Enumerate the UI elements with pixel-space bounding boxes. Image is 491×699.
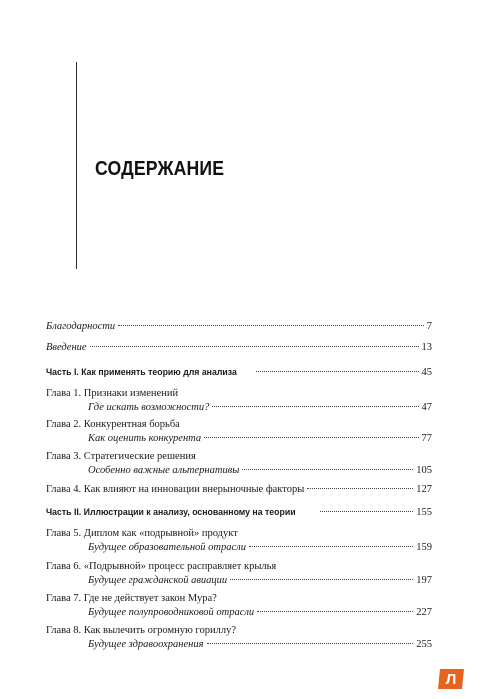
leader-dots: [257, 610, 413, 612]
toc-chapter-1-subtitle: Где искать возможности? 47: [88, 402, 432, 413]
leader-dots: [307, 487, 413, 489]
toc-chapter-8-subtitle: Будущее здравоохранения 255: [88, 639, 432, 650]
toc-chapter-5-title: Глава 5. Диплом как «подрывной» продукт: [46, 528, 238, 539]
toc-chapter-2-subtitle: Как оценить конкурента 77: [88, 433, 432, 444]
leader-dots: [320, 510, 413, 512]
svg-text:Л: Л: [445, 671, 457, 688]
page-title: СОДЕРЖАНИЕ: [95, 157, 225, 180]
toc-chapter-2-title: Глава 2. Конкурентная борьба: [46, 419, 180, 430]
leader-dots: [118, 324, 424, 326]
toc-entry-acknowledgments: Благодарности 7: [46, 321, 432, 332]
toc-chapter-3-title: Глава 3. Стратегические решения: [46, 451, 196, 462]
publisher-logo: [437, 668, 465, 690]
toc-part-1: Часть I. Как применять теорию для анализа 45: [46, 367, 432, 378]
toc-entry-introduction: Введение 13: [46, 342, 432, 353]
toc-chapter-3-subtitle: Особенно важные альтернативы 105: [88, 465, 432, 476]
toc-chapter-7-title: Глава 7. Где не действует закон Мура?: [46, 593, 217, 604]
leader-dots: [249, 545, 413, 547]
toc-chapter-8-title: Глава 8. Как вылечить огромную гориллу?: [46, 625, 236, 636]
leader-dots: [212, 405, 418, 407]
leader-dots: [230, 578, 413, 580]
leader-dots: [242, 468, 413, 470]
toc-chapter-1-title: Глава 1. Признаки изменений: [46, 388, 179, 399]
leader-dots: [207, 642, 414, 644]
toc-chapter-4: Глава 4. Как влияют на инновации внерыночные факторы 127: [46, 484, 432, 495]
toc-chapter-6-subtitle: Будущее гражданской авиации 197: [88, 575, 432, 586]
toc-part-2: Часть II. Иллюстрации к анализу, основанному на теории 155: [46, 507, 432, 518]
toc-chapter-5-subtitle: Будущее образовательной отрасли 159: [88, 542, 432, 553]
leader-dots: [204, 436, 418, 438]
toc-chapter-6-title: Глава 6. «Подрывной» процесс расправляет крылья: [46, 561, 277, 572]
vertical-rule: [76, 62, 77, 269]
leader-dots: [256, 370, 418, 372]
toc-chapter-7-subtitle: Будущее полупроводниковой отрасли 227: [88, 607, 432, 618]
leader-dots: [90, 345, 419, 347]
